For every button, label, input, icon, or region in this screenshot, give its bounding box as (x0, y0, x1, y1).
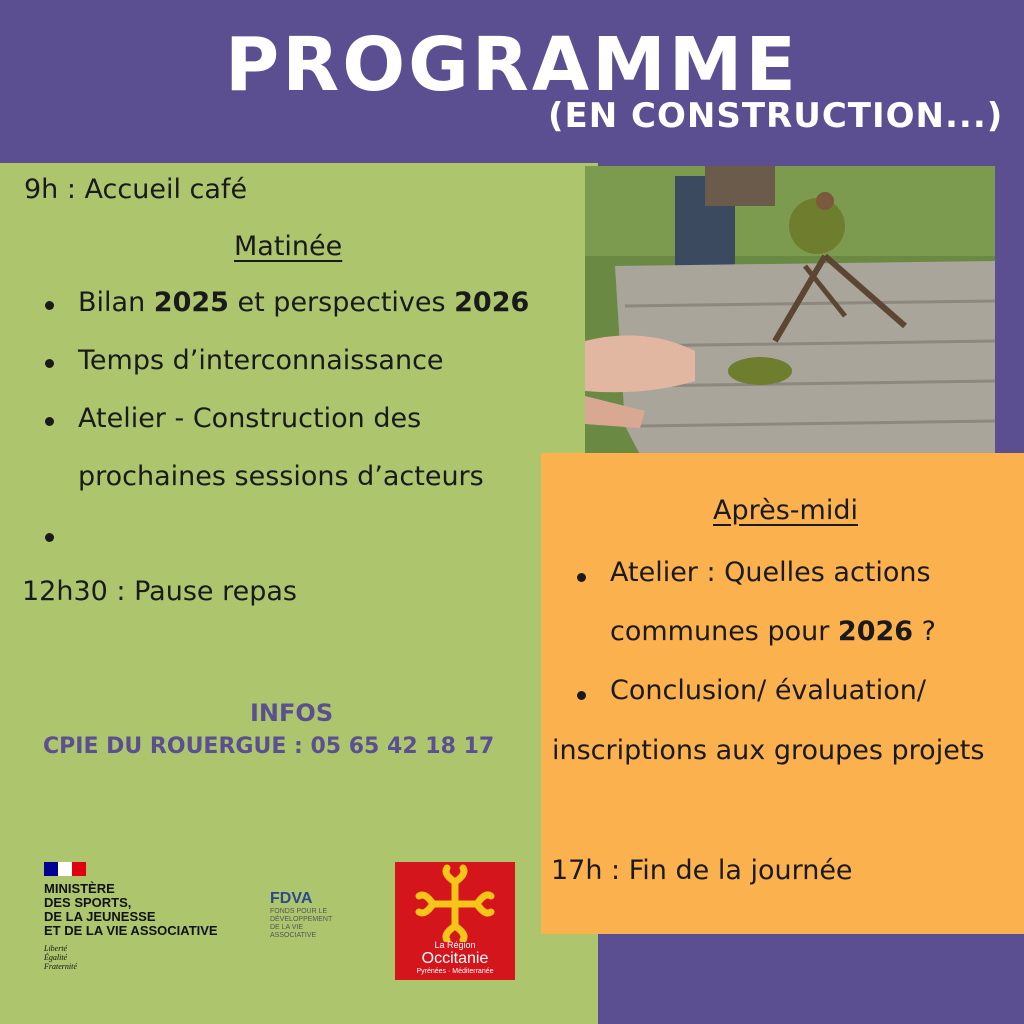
bullet-icon (45, 533, 54, 542)
afternoon-item-1-line2: communes pour 2026 ? (610, 616, 936, 647)
page-title: PROGRAMME (225, 22, 799, 108)
marianne-flag-icon (44, 862, 86, 876)
morning-heading: Matinée (234, 231, 343, 262)
region-occitanie-logo (395, 862, 515, 980)
lunch-text: 12h30 : Pause repas (22, 576, 297, 607)
morning-item-3-line2: prochaines sessions d’acteurs (78, 461, 484, 492)
bullet-icon (577, 691, 586, 700)
ministere-motto: Liberté Égalité Fraternité (44, 944, 77, 971)
region-line3: Pyrénées · Méditerranée (416, 968, 494, 975)
welcome-text: 9h : Accueil café (24, 174, 248, 205)
fdva-logo (270, 890, 370, 940)
ministere-logo (44, 862, 218, 971)
end-text: 17h : Fin de la journée (551, 855, 853, 886)
workshop-photo (585, 166, 995, 464)
fdva-subtitle: FONDS POUR LE DÉVELOPPEMENT DE LA VIE ASSOCIATIVE (270, 908, 333, 939)
page-subtitle: (EN CONSTRUCTION...) (548, 96, 1004, 136)
morning-item-1: Bilan 2025 et perspectives 2026 (78, 287, 530, 318)
morning-item-3-line1: Atelier - Construction des (78, 403, 422, 434)
infos-contact: CPIE DU ROUERGUE : 05 65 42 18 17 (43, 734, 495, 759)
region-line2: Occitanie (421, 950, 489, 967)
bullet-icon (45, 359, 54, 368)
afternoon-item-1-line1: Atelier : Quelles actions (610, 557, 931, 588)
infos-label: INFOS (250, 699, 334, 727)
occitan-cross-icon (395, 862, 515, 942)
fdva-title: FDVA (270, 890, 313, 907)
morning-item-2: Temps d’interconnaissance (78, 345, 444, 376)
afternoon-item-2-line1: Conclusion/ évaluation/ (610, 675, 926, 706)
bullet-icon (577, 573, 586, 582)
ministere-name: MINISTÈRE DES SPORTS, DE LA JEUNESSE ET DE LA VIE ASSOCIATIVE (44, 881, 218, 938)
afternoon-heading: Après-midi (713, 495, 858, 526)
region-line1: La Région (434, 940, 476, 950)
bullet-icon (45, 301, 54, 310)
bullet-icon (45, 417, 54, 426)
afternoon-item-2-line2: inscriptions aux groupes projets (552, 735, 985, 766)
